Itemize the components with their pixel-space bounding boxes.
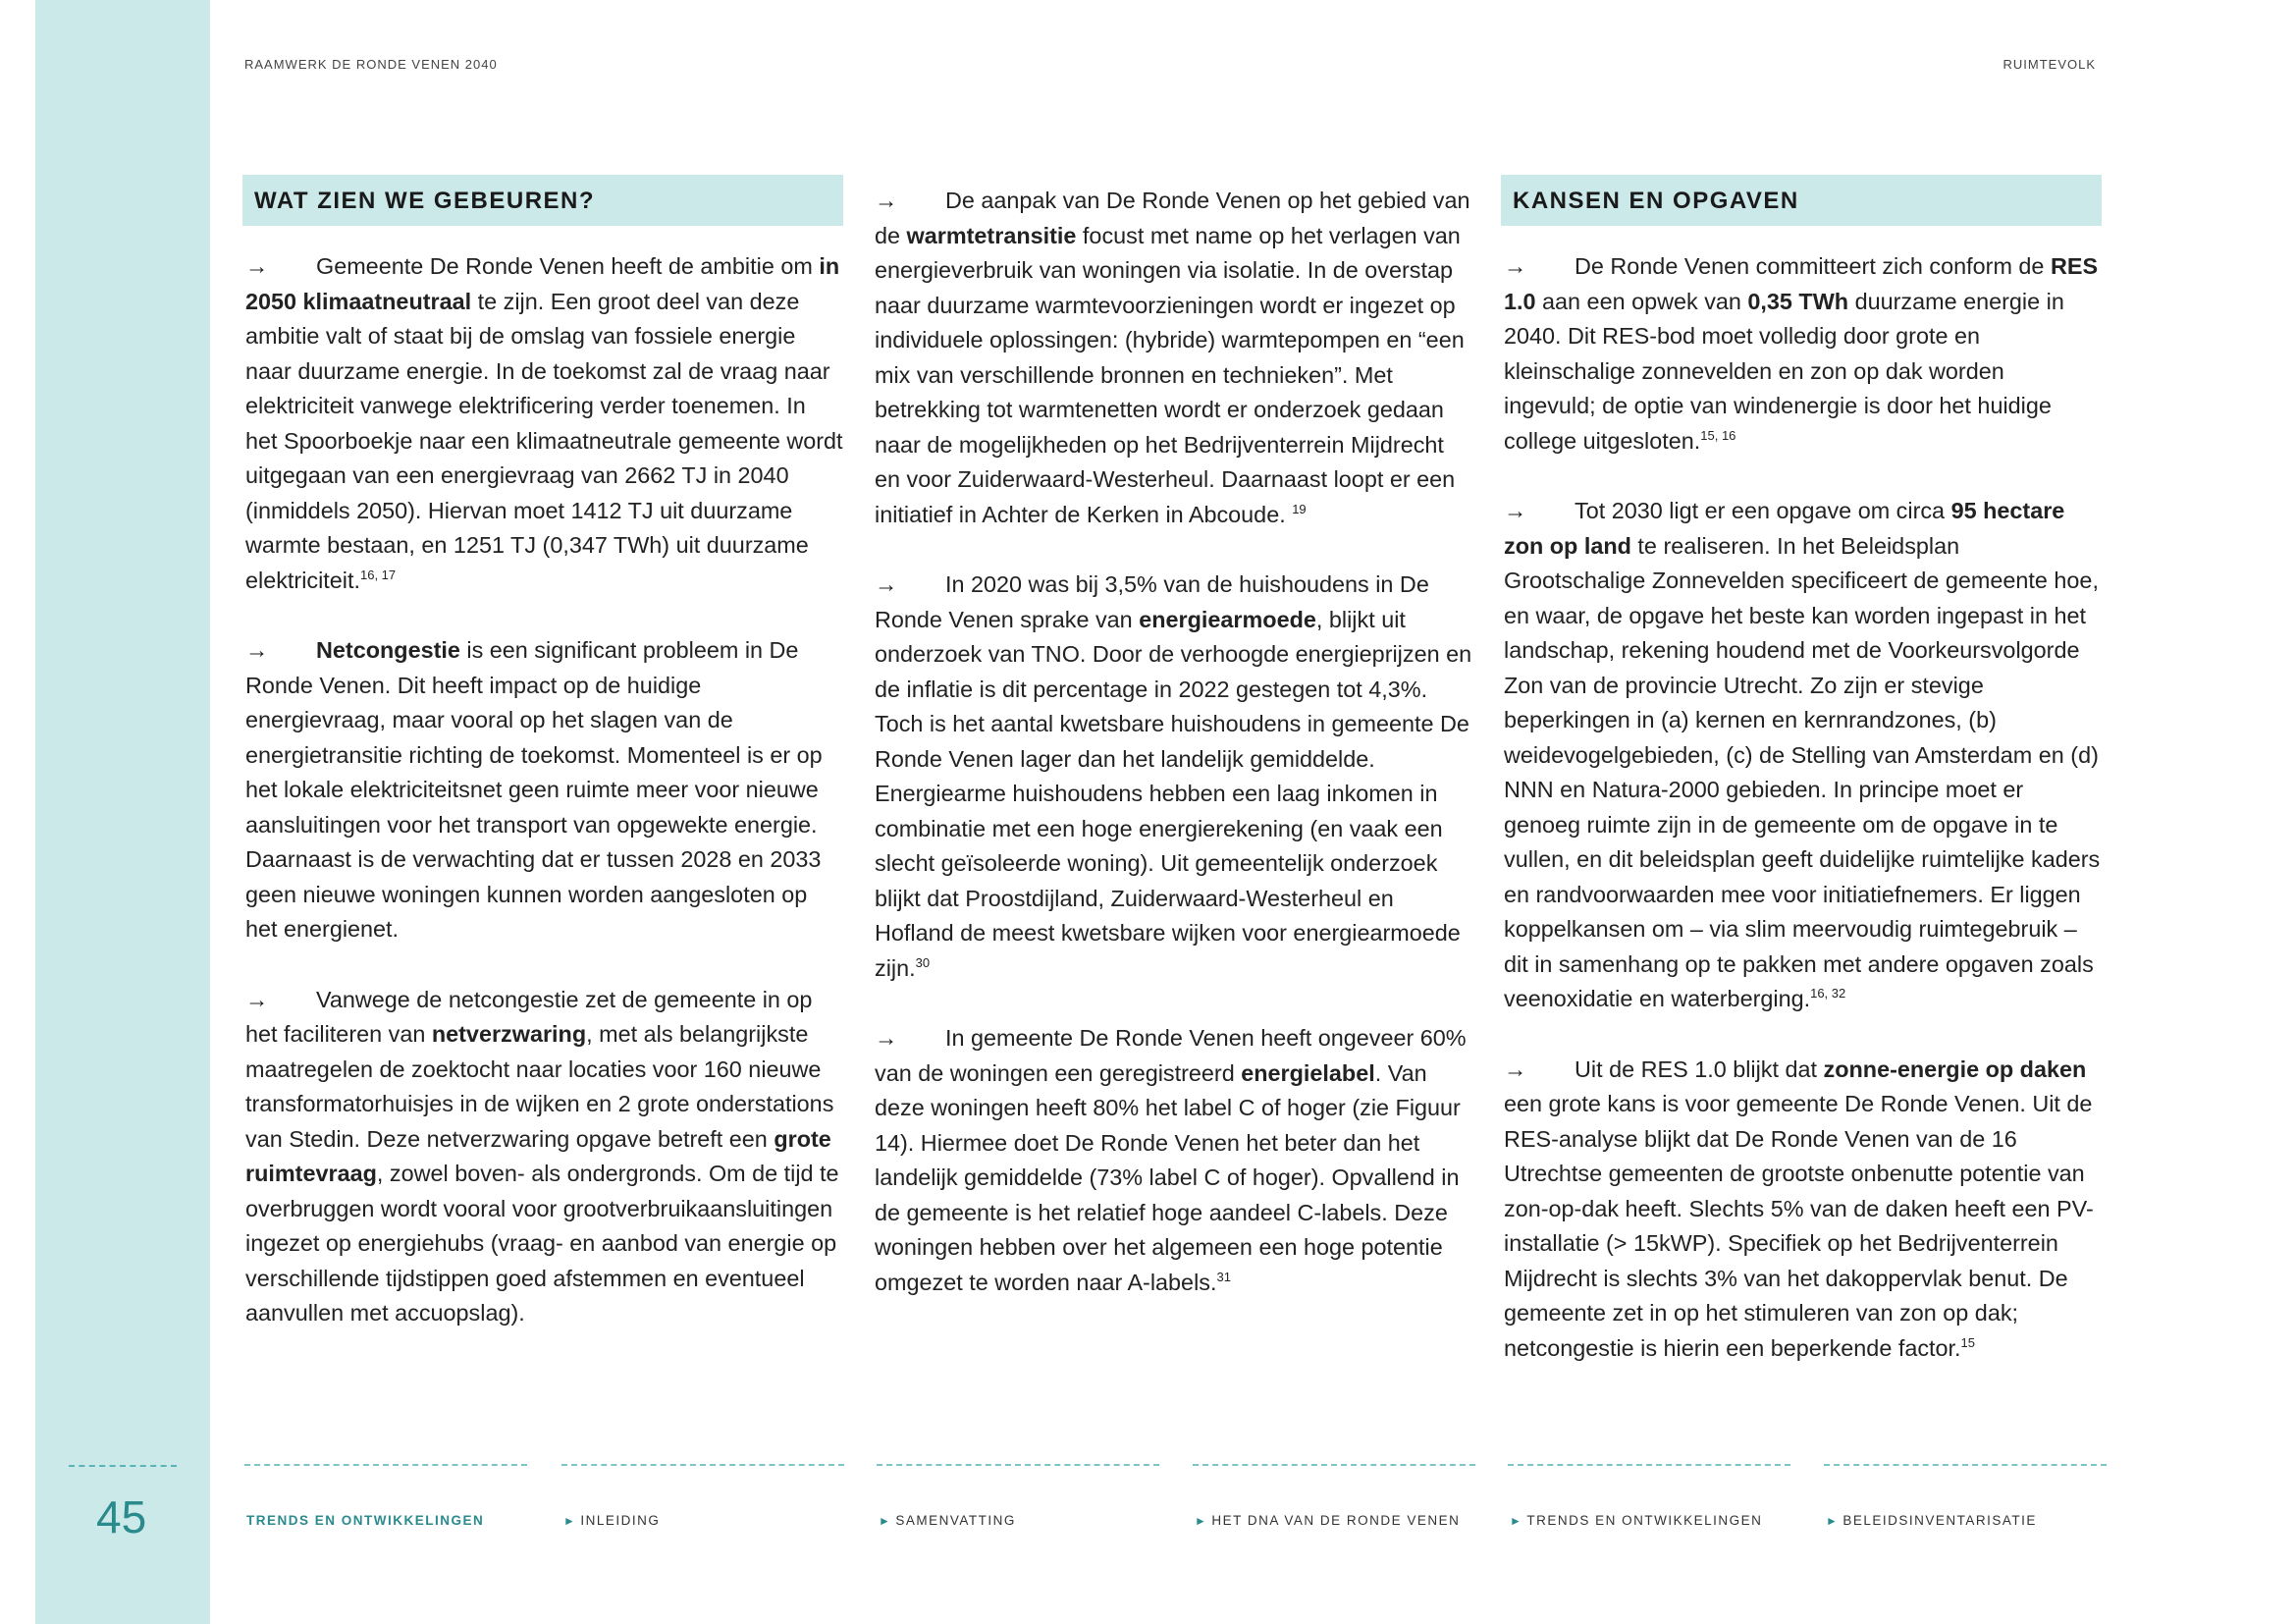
triangle-right-icon: ► [1195, 1514, 1208, 1528]
triangle-right-icon: ► [563, 1514, 577, 1528]
triangle-right-icon: ► [1826, 1514, 1840, 1528]
footnote-ref: 31 [1216, 1269, 1231, 1284]
footnote-ref: 30 [915, 954, 931, 970]
side-band [35, 0, 210, 1624]
paragraph-energy-label: → In gemeente De Ronde Venen heeft ongeveer 60% van de woningen een geregistreerd energielabel. Van deze woningen heeft 80% het label C of hoger (zie Figuur 14). Hiermee doet De Ronde Venen het beter dan het landelijk gemiddelde (73% label C of hoger). Opvallend in de gemeente is het relatief hoge aandeel C-labels. Deze woningen hebben over het algemeen een hoge potentie omgezet te worden naar A-labels.$^{31}$ [872, 1021, 1472, 1300]
arrow-icon: → [875, 188, 898, 213]
footer-divider [244, 1464, 527, 1466]
footer-divider [877, 1464, 1159, 1466]
footnote-ref: 19 [1292, 501, 1307, 516]
running-header-title: RAAMWERK DE RONDE VENEN 2040 [244, 57, 498, 72]
arrow-icon: → [875, 571, 898, 597]
nav-trends[interactable]: ► TRENDS EN ONTWIKKELINGEN [1510, 1513, 1763, 1528]
footer-divider [561, 1464, 844, 1466]
arrow-icon: → [245, 637, 269, 663]
paragraph-solar-fields: → Tot 2030 ligt er een opgave om circa 95 hectare zon op land te realiseren. In het Beleidsplan Grootschalige Zonnevelden specificeert de gemeente hoe, en waar, de opgave het beste kan worden ingepast in het landschap, rekening houdend met de Voorkeursvolgorde Zon van de provincie Utrecht. Zo zijn er stevige beperkingen in (a) kernen en kernrandzones, (b) weidevogelgebieden, (c) de Stelling van Amsterdam en (d) NNN en Natura-2000 gebieden. In principe moet er genoeg ruimte zijn in de gemeente om de opgave in te vullen, en dit beleidsplan geeft duidelijke ruimtelijke kaders en randvoorwaarden mee voor initiatiefnemers. Er liggen koppelkansen om – via slim meervoudig ruimtegebruik – dit in samenhang op te pakken met andere opgaven zoals veenoxidatie en waterberging.$^{16, 32}$ [1501, 494, 2102, 1017]
arrow-icon: → [1504, 498, 1527, 523]
triangle-right-icon: ► [879, 1514, 892, 1528]
triangle-right-icon: ► [1510, 1514, 1523, 1528]
arrow-icon: → [245, 253, 269, 279]
nav-inleiding[interactable]: ► INLEIDING [563, 1513, 661, 1528]
footer-divider [1824, 1464, 2107, 1466]
paragraph-heat-transition: → De aanpak van De Ronde Venen op het gebied van de warmtetransitie focust met name op het verlagen van energieverbruik van woningen via isolatie. In de overstap naar duurzame warmtevoorzieningen wordt er ingezet op individuele oplossingen: (hybride) warmtepompen en “een mix van verschillende bronnen en technieken”. Met betrekking tot warmtenetten wordt er onderzoek gedaan naar de mogelijkheden op het Bedrijventerrein Mijdrecht en voor Zuiderwaard-Westerheul. Daarnaast loopt er een initiatief in Achter de Kerken in Abcoude. $^{19}$ [872, 184, 1472, 532]
paragraph-grid-reinforcement: → Vanwege de netcongestie zet de gemeente in op het faciliteren van netverzwaring, met als belangrijkste maatregelen de zoektocht naar locaties voor 160 nieuwe transformatorhuisjes in de wijken en 2 grote onderstations van Stedin. Deze netverzwaring opgave betreft een grote ruimtevraag, zowel boven- als ondergronds. Om de tijd te overbruggen wordt vooral voor grootverbruikaansluitingen ingezet op energiehubs (vraag- en aanbod van energie op verschillende tijdstippen goed afstemmen en eventueel aanvullen met accuopslag). [242, 983, 843, 1331]
footnote-ref: 16, 32 [1810, 986, 1846, 1001]
nav-dna[interactable]: ► HET DNA VAN DE RONDE VENEN [1195, 1513, 1461, 1528]
nav-trends-current[interactable]: TRENDS EN ONTWIKKELINGEN [246, 1513, 485, 1528]
footnote-ref: 15 [1960, 1334, 1975, 1350]
nav-samenvatting[interactable]: ► SAMENVATTING [879, 1513, 1016, 1528]
paragraph-climate-ambition: → Gemeente De Ronde Venen heeft de ambitie om in 2050 klimaatneutraal te zijn. Een groot deel van deze ambitie valt of staat bij de omslag van fossiele energie naar duurzame energie. In de toekomst zal de vraag naar elektriciteit vanwege elektrificering verder toenemen. In het Spoorboekje naar een klimaatneutrale gemeente wordt uitgegaan van een energievraag van 2662 TJ in 2040 (inmiddels 2050). Hiervan moet 1412 TJ uit duurzame warmte bestaan, en 1251 TJ (0,347 TWh) uit duurzame elektriciteit.$^{16, 17}$ [242, 249, 843, 598]
nav-beleidsinventarisatie[interactable]: ► BELEIDSINVENTARISATIE [1826, 1513, 2037, 1528]
footnote-ref: 15, 16 [1700, 427, 1736, 443]
footnote-ref: 16, 17 [360, 567, 397, 582]
paragraph-rooftop-solar: → Uit de RES 1.0 blijkt dat zonne-energie op daken een grote kans is voor gemeente De Ronde Venen. Uit de RES-analyse blijkt dat De Ronde Venen van de 16 Utrechtse gemeenten de grootste onbenutte potentie van zon-op-dak heeft. Slechts 5% van de daken heeft een PV-installatie (> 15kWP). Specifiek op het Bedrijventerrein Mijdrecht is slechts 3% van het dakoppervlak benut. De gemeente zet in op het stimuleren van zon op dak; netcongestie is hierin een beperkende factor.$^{15}$ [1501, 1053, 2102, 1367]
footer-divider [1193, 1464, 1475, 1466]
arrow-icon: → [875, 1025, 898, 1051]
footer-divider [1508, 1464, 1790, 1466]
paragraph-res-commitment: → De Ronde Venen committeert zich conform de RES 1.0 aan een opwek van 0,35 TWh duurzame energie in 2040. Dit RES-bod moet volledig door grote en kleinschalige zonnevelden en zon op dak worden ingevuld; de optie van windenergie is door het huidige college uitgesloten.$^{15, 16}$ [1501, 249, 2102, 459]
section-heading: WAT ZIEN WE GEBEUREN? [242, 175, 843, 226]
section-heading: KANSEN EN OPGAVEN [1501, 175, 2102, 226]
side-divider [69, 1465, 177, 1467]
paragraph-energy-poverty: → In 2020 was bij 3,5% van de huishoudens in De Ronde Venen sprake van energiearmoede, blijkt uit onderzoek van TNO. Door de verhoogde energieprijzen en de inflatie is dit percentage in 2022 gestegen tot 4,3%. Toch is het aantal kwetsbare huishoudens in gemeente De Ronde Venen lager dan het landelijk gemiddelde. Energiearme huishoudens hebben een laag inkomen in combinatie met een hoge energierekening (en vaak een slecht geïsoleerde woning). Uit gemeentelijk onderzoek blijkt dat Proostdijland, Zuiderwaard-Westerheul en Hofland de meest kwetsbare wijken voor energiearmoede zijn.$^{30}$ [872, 568, 1472, 986]
running-header-publisher: RUIMTEVOLK [2002, 57, 2096, 72]
column-continued [872, 184, 1472, 1335]
arrow-icon: → [1504, 253, 1527, 279]
arrow-icon: → [1504, 1056, 1527, 1082]
arrow-icon: → [245, 986, 269, 1012]
column-opportunities [1501, 175, 2102, 1401]
paragraph-grid-congestion: → Netcongestie is een significant probleem in De Ronde Venen. Dit heeft impact op de huidige energievraag, maar vooral op het slagen van de energietransitie richting de toekomst. Momenteel is er op het lokale elektriciteitsnet geen ruimte meer voor nieuwe aansluitingen voor het transport van opgewekte energie. Daarnaast is de verwachting dat er tussen 2028 en 2033 geen nieuwe woningen kunnen worden aangesloten op het energienet. [242, 633, 843, 947]
column-what-we-see [242, 175, 843, 1367]
page-number: 45 [96, 1491, 147, 1543]
